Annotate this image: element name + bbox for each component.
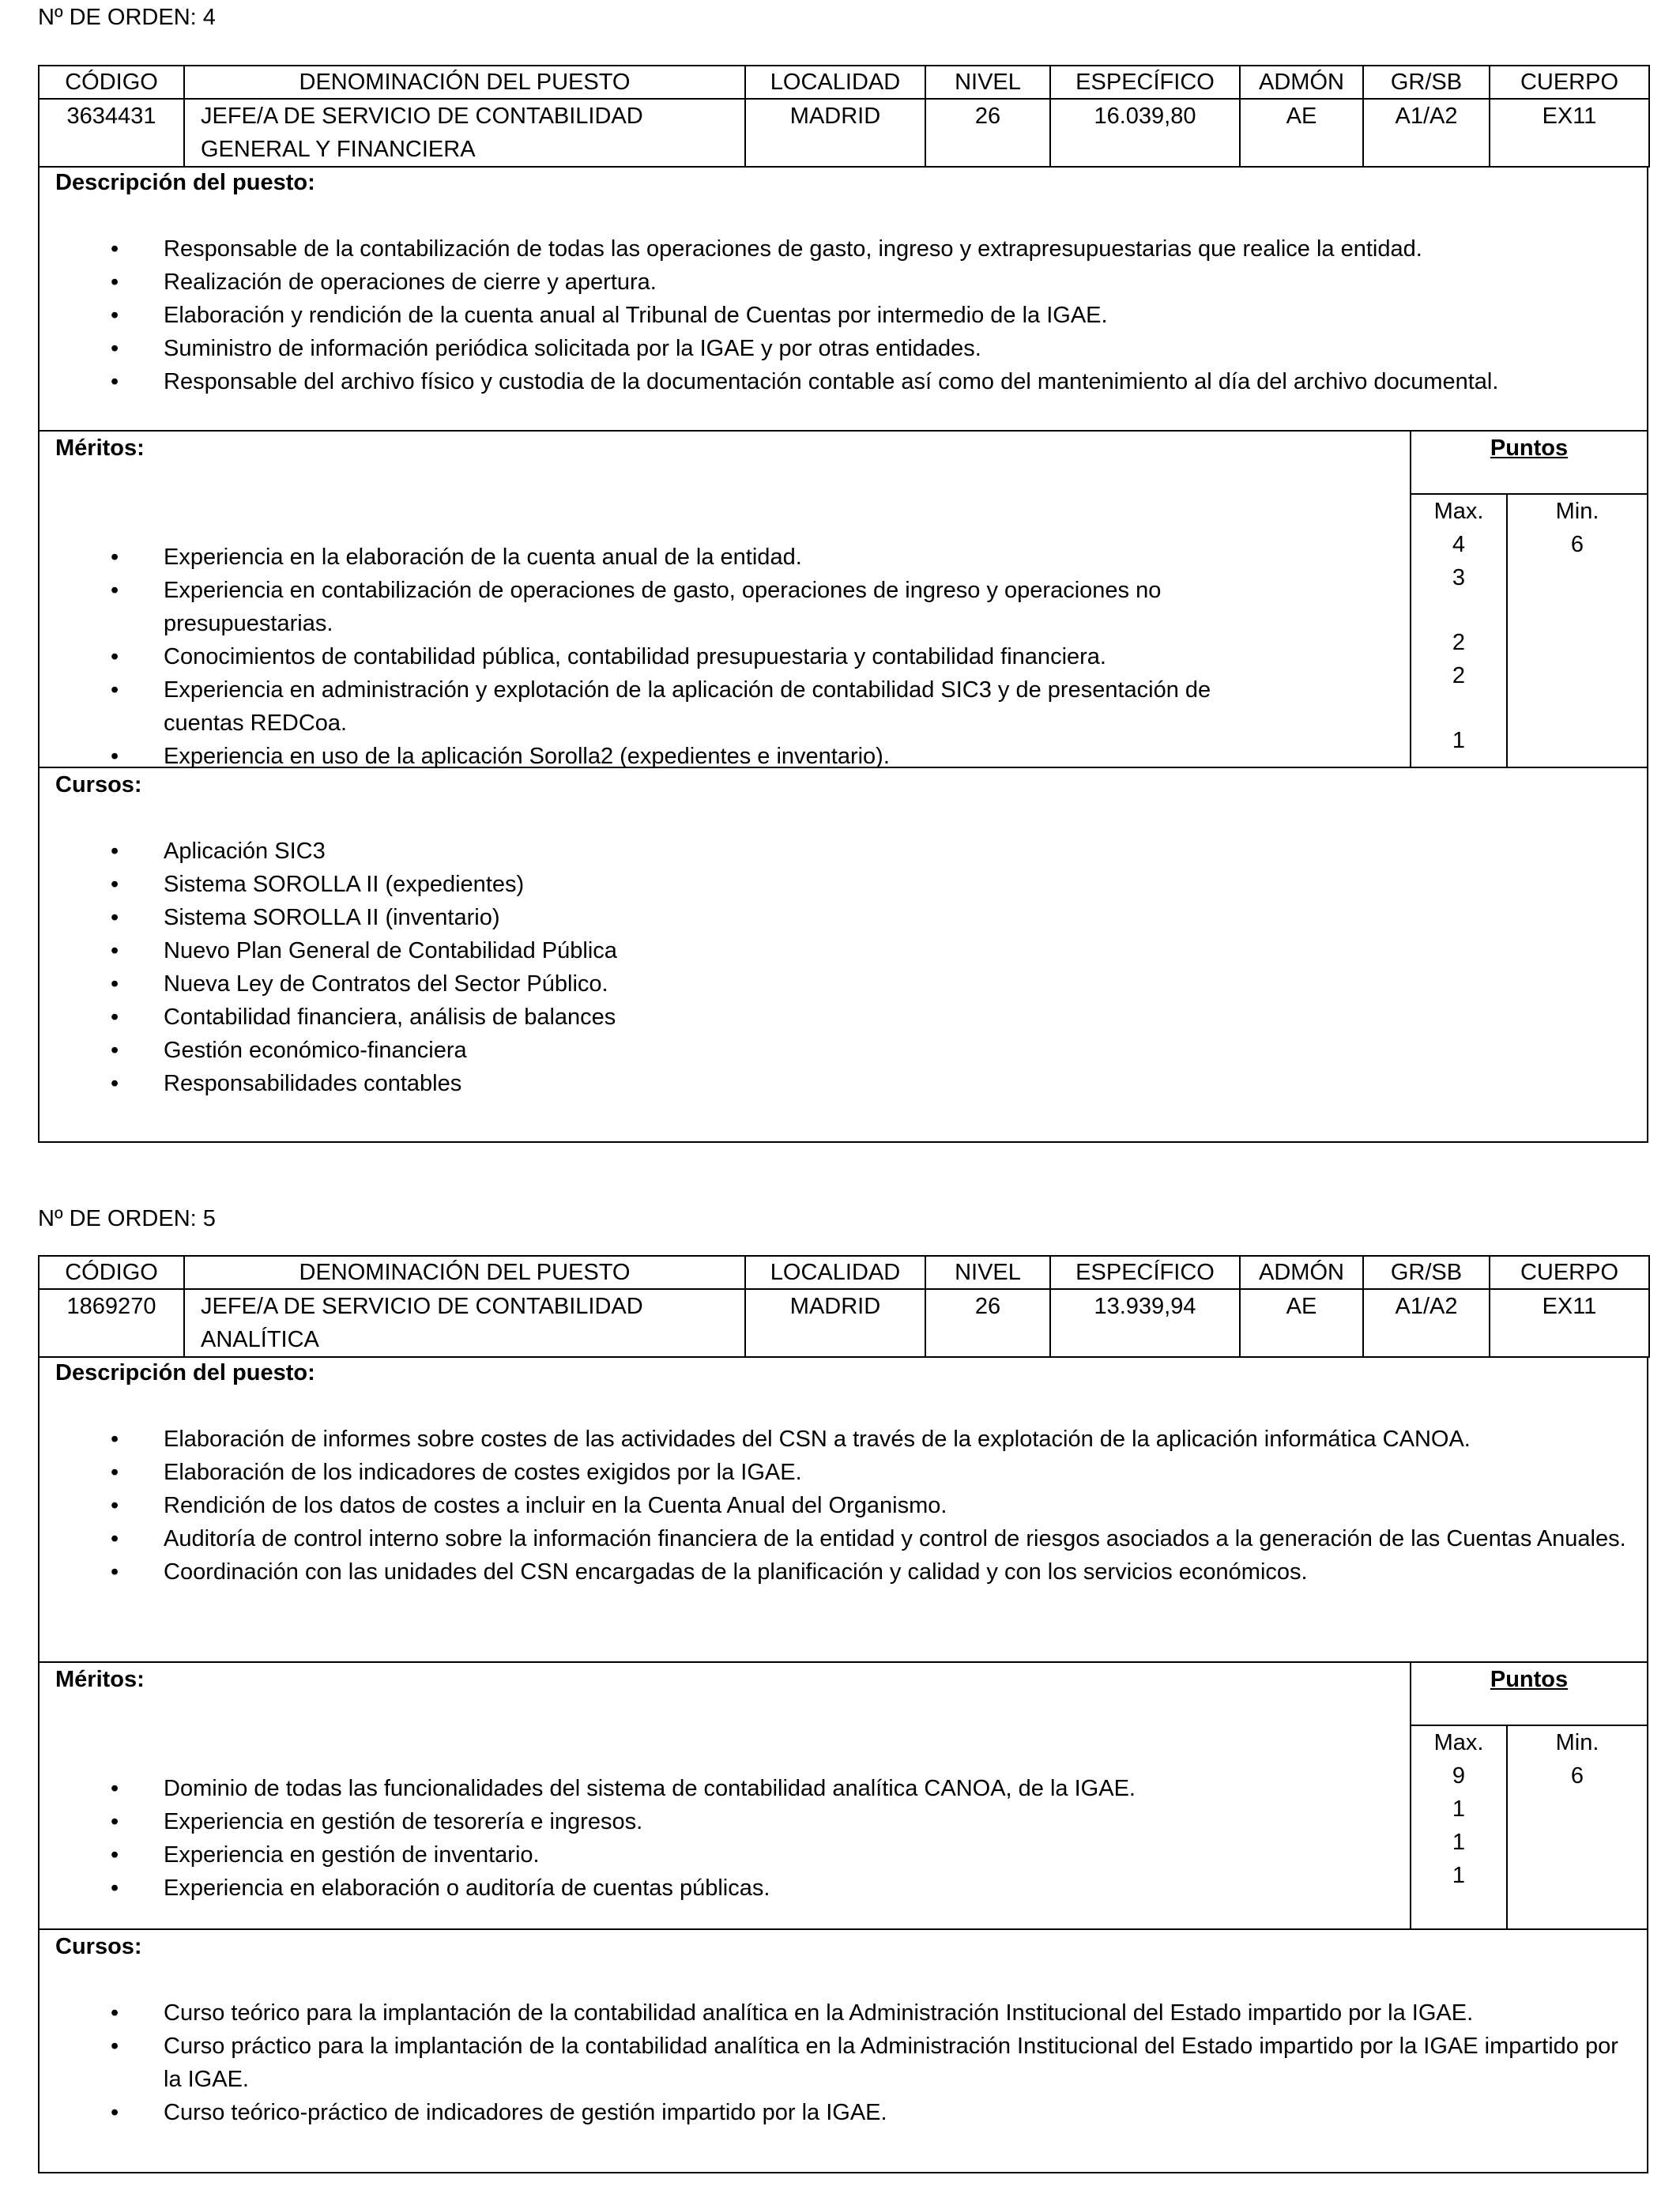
list-item: • Gestión económico-financiera	[111, 1038, 467, 1063]
list-item: • Contabilidad financiera, análisis de balances	[111, 1005, 616, 1030]
list-item: • Curso práctico para la implantación de la contabilidad analítica en la Administración Institucional del Estado impartido por la IGAE impartido por la IGAE.	[111, 2034, 1618, 2092]
cell-codigo: 3634431	[39, 99, 184, 167]
merits-title: Méritos:	[55, 435, 145, 461]
header-codigo: CÓDIGO	[39, 1256, 184, 1289]
max-value: 3	[1452, 565, 1466, 590]
header-codigo: CÓDIGO	[39, 66, 184, 99]
max-value: 9	[1452, 1763, 1466, 1789]
min-label: Min.	[1555, 499, 1599, 524]
list-item: • Responsabilidades contables	[111, 1071, 462, 1096]
list-item: • Realización de operaciones de cierre y apertura.	[111, 270, 657, 295]
list-item: • Nuevo Plan General de Contabilidad Pública	[111, 938, 617, 963]
position-table	[38, 1255, 1650, 1358]
merits-title: Méritos:	[55, 1667, 145, 1692]
header-admon: ADMÓN	[1240, 66, 1363, 99]
merits-section	[38, 1663, 1648, 1930]
header-admon: ADMÓN	[1240, 1256, 1363, 1289]
list-item: • Dominio de todas las funcionalidades del sistema de contabilidad analítica CANOA, de la IGAE.	[111, 1776, 1136, 1801]
cell-cuerpo: EX11	[1490, 1289, 1649, 1357]
header-grsb: GR/SB	[1363, 1256, 1490, 1289]
header-denominacion: DENOMINACIÓN DEL PUESTO	[184, 66, 745, 99]
cell-denominacion: JEFE/A DE SERVICIO DE CONTABILIDAD ANALÍTICA	[184, 1289, 745, 1357]
cell-denominacion: JEFE/A DE SERVICIO DE CONTABILIDAD GENERAL Y FINANCIERA	[184, 99, 745, 167]
cell-cuerpo: EX11	[1490, 99, 1649, 167]
min-points-column	[1508, 495, 1647, 767]
list-item: • Responsable del archivo físico y custodia de la documentación contable así como del mantenimiento al día del archivo documental.	[111, 369, 1499, 394]
cell-especifico: 16.039,80	[1050, 99, 1240, 167]
list-item: • Suministro de información periódica solicitada por la IGAE y por otras entidades.	[111, 336, 981, 361]
cell-grsb: A1/A2	[1363, 1289, 1490, 1357]
cell-nivel: 26	[925, 1289, 1050, 1357]
list-item: • Auditoría de control interno sobre la información financiera de la entidad y control de riesgos asociados a la generación de las Cuentas Anuales.	[111, 1526, 1626, 1551]
list-item: • Experiencia en contabilización de operaciones de gasto, operaciones de ingreso y operaciones no presupuestarias.	[111, 578, 1162, 636]
max-value: 1	[1452, 728, 1466, 753]
points-header: Puntos	[1411, 432, 1647, 495]
max-label: Max.	[1433, 499, 1484, 524]
description-list	[40, 232, 1647, 398]
header-localidad: LOCALIDAD	[745, 66, 925, 99]
list-item: • Aplicación SIC3	[111, 839, 326, 864]
header-nivel: NIVEL	[925, 1256, 1050, 1289]
max-value: 1	[1452, 1863, 1466, 1888]
cell-admon: AE	[1240, 99, 1363, 167]
cell-grsb: A1/A2	[1363, 99, 1490, 167]
description-title: Descripción del puesto:	[55, 170, 315, 195]
points-header: Puntos	[1411, 1663, 1647, 1726]
min-label: Min.	[1555, 1730, 1599, 1755]
table-row	[39, 1289, 1649, 1357]
max-value: 1	[1452, 1830, 1466, 1855]
header-cuerpo: CUERPO	[1490, 66, 1649, 99]
cell-localidad: MADRID	[745, 99, 925, 167]
merits-section	[38, 432, 1648, 768]
min-value: 6	[1570, 532, 1584, 557]
cell-nivel: 26	[925, 99, 1050, 167]
list-item: • Curso teórico-práctico de indicadores de gestión impartido por la IGAE.	[111, 2100, 887, 2125]
list-item: • Experiencia en gestión de tesorería e ingresos.	[111, 1809, 643, 1834]
description-list	[40, 1423, 1647, 1589]
list-item: • Nueva Ley de Contratos del Sector Público.	[111, 971, 608, 997]
order-title: Nº DE ORDEN: 5	[38, 1206, 216, 1231]
list-item: • Sistema SOROLLA II (inventario)	[111, 905, 500, 930]
cell-admon: AE	[1240, 1289, 1363, 1357]
description-section	[38, 166, 1648, 432]
header-localidad: LOCALIDAD	[745, 1256, 925, 1289]
list-item: • Elaboración de informes sobre costes de las actividades del CSN a través de la explotación de la aplicación informática CANOA.	[111, 1427, 1471, 1452]
max-value: 4	[1452, 532, 1466, 557]
header-denominacion: DENOMINACIÓN DEL PUESTO	[184, 1256, 745, 1289]
merits-list	[40, 541, 1410, 773]
list-item: • Experiencia en gestión de inventario.	[111, 1842, 540, 1868]
courses-list	[40, 835, 1647, 1100]
list-item: • Rendición de los datos de costes a incluir en la Cuenta Anual del Organismo.	[111, 1493, 947, 1518]
max-points-column	[1411, 495, 1508, 767]
cell-especifico: 13.939,94	[1050, 1289, 1240, 1357]
list-item: • Elaboración de los indicadores de costes exigidos por la IGAE.	[111, 1460, 802, 1485]
list-item: • Responsable de la contabilización de todas las operaciones de gasto, ingreso y extrapresupuestarias que realice la entidad.	[111, 236, 1422, 262]
table-row	[39, 99, 1649, 167]
header-cuerpo: CUERPO	[1490, 1256, 1649, 1289]
max-value	[1411, 692, 1506, 724]
list-item: • Conocimientos de contabilidad pública, contabilidad presupuestaria y contabilidad financiera.	[111, 644, 1106, 669]
max-value	[1411, 594, 1506, 626]
list-item: • Experiencia en la elaboración de la cuenta anual de la entidad.	[111, 545, 802, 570]
max-value: 1	[1452, 1796, 1466, 1822]
list-item: • Sistema SOROLLA II (expedientes)	[111, 872, 525, 897]
list-item: • Experiencia en elaboración o auditoría de cuentas públicas.	[111, 1875, 770, 1901]
max-value: 2	[1452, 630, 1466, 655]
position-table	[38, 65, 1650, 168]
courses-section	[38, 1928, 1648, 2173]
description-title: Descripción del puesto:	[55, 1360, 315, 1385]
min-value: 6	[1570, 1763, 1584, 1789]
max-value: 2	[1452, 663, 1466, 688]
courses-list	[40, 1996, 1647, 2129]
list-item: • Curso teórico para la implantación de la contabilidad analítica en la Administración Institucional del Estado impartido por la IGAE.	[111, 2000, 1474, 2026]
header-especifico: ESPECÍFICO	[1050, 66, 1240, 99]
courses-section	[38, 767, 1648, 1143]
header-especifico: ESPECÍFICO	[1050, 1256, 1240, 1289]
header-nivel: NIVEL	[925, 66, 1050, 99]
max-label: Max.	[1433, 1730, 1484, 1755]
order-title: Nº DE ORDEN: 4	[38, 5, 216, 30]
courses-title: Cursos:	[55, 772, 142, 797]
min-points-column	[1508, 1726, 1647, 1928]
cell-codigo: 1869270	[39, 1289, 184, 1357]
list-item: • Coordinación con las unidades del CSN encargadas de la planificación y calidad y con los servicios económicos.	[111, 1559, 1308, 1585]
cell-localidad: MADRID	[745, 1289, 925, 1357]
list-item: • Experiencia en uso de la aplicación Sorolla2 (expedientes e inventario).	[111, 744, 890, 769]
header-grsb: GR/SB	[1363, 66, 1490, 99]
courses-title: Cursos:	[55, 1934, 142, 1959]
list-item: • Elaboración y rendición de la cuenta anual al Tribunal de Cuentas por intermedio de la IGAE.	[111, 303, 1108, 328]
max-points-column	[1411, 1726, 1508, 1928]
list-item: • Experiencia en administración y explotación de la aplicación de contabilidad SIC3 y de presentación de cuentas REDCoa.	[111, 677, 1211, 736]
description-section	[38, 1356, 1648, 1663]
merits-list	[40, 1772, 1410, 1905]
